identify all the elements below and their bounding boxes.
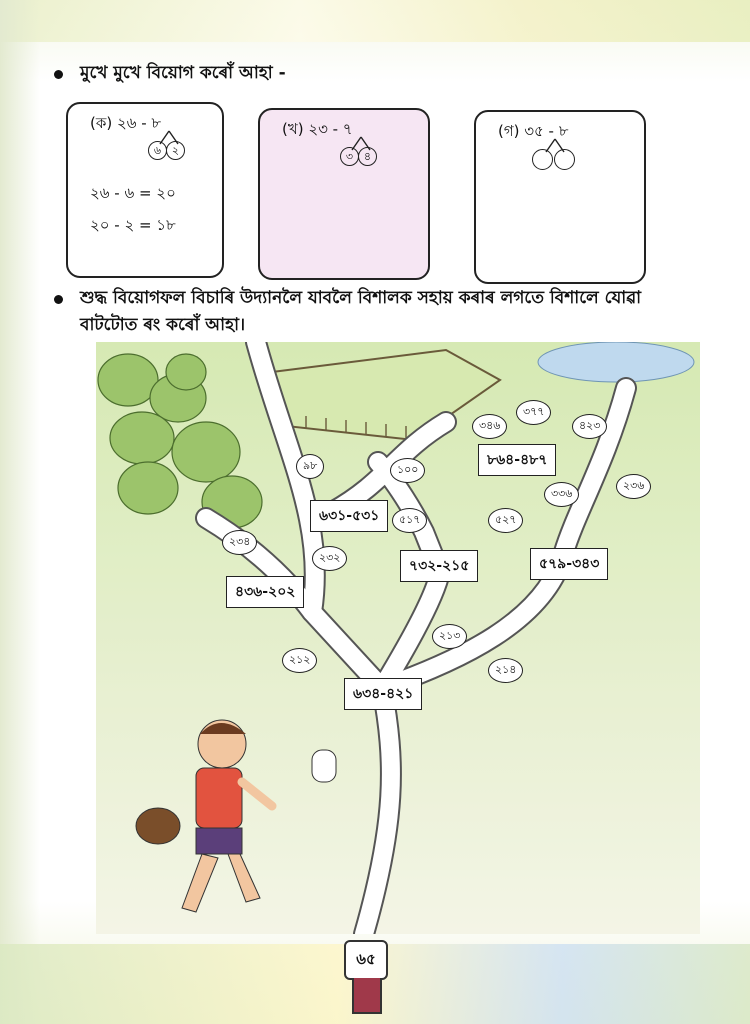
expression-tag-6[interactable]: ৬৩৪-৪২১	[344, 678, 422, 710]
expression-tag-1[interactable]: ৬৩১-৫৩১	[310, 500, 388, 532]
answer-oval-13[interactable]: ২১২	[282, 648, 317, 673]
page-left-tint	[0, 0, 40, 1024]
answer-oval-7[interactable]: ২৩৬	[616, 474, 651, 499]
box-a-split-right: ২	[166, 141, 185, 160]
exercise-box-a	[66, 102, 224, 278]
answer-oval-14[interactable]: ২১৪	[488, 658, 523, 683]
box-b-split-left: ৩	[340, 147, 359, 166]
expression-tag-5[interactable]: ৪৩৬-২০২	[226, 576, 304, 608]
answer-oval-6[interactable]: ৩৩৬	[544, 482, 579, 507]
box-a-split-left: ৬	[148, 141, 167, 160]
bullet-1	[54, 70, 63, 79]
expression-tag-2[interactable]: ৮৬৪-৪৮৭	[478, 444, 556, 476]
box-a-work-line-2: ২০ - ২ = ১৮	[90, 216, 176, 234]
box-c-split-right[interactable]	[554, 149, 575, 170]
instruction-2-line-2: বাটটোত ৰং কৰোঁ আহা।	[80, 315, 246, 335]
box-a-work-line-1: ২৬ - ৬ = ২০	[90, 184, 176, 202]
answer-oval-10[interactable]: ২৩৪	[222, 530, 257, 555]
answer-oval-9[interactable]: ৫২৭	[488, 508, 523, 533]
instruction-2-line-1: শুদ্ধ বিয়োগফল বিচাৰি উদ্যানলৈ যাবলৈ বিশালক সহায় কৰাৰ লগতে বিশালে যোৱা	[80, 288, 642, 308]
box-b-label: (খ) ২৩ - ৭	[282, 120, 353, 138]
answer-oval-3[interactable]: ৩৪৬	[472, 414, 507, 439]
box-b-split-right: ৪	[358, 147, 377, 166]
answer-oval-1[interactable]: ৯৮	[296, 454, 324, 479]
exercise-box-c[interactable]	[474, 110, 646, 284]
answer-oval-12[interactable]: ২১৩	[432, 624, 467, 649]
answer-oval-11[interactable]: ২৩২	[312, 546, 347, 571]
instruction-1: মুখে মুখে বিয়োগ কৰোঁ আহা -	[80, 63, 286, 83]
bullet-2	[54, 295, 63, 304]
answer-oval-5[interactable]: ৪২৩	[572, 414, 607, 439]
box-a-label: (ক) ২৬ - ৮	[90, 114, 162, 132]
box-c-split-left[interactable]	[532, 149, 553, 170]
answer-oval-8[interactable]: ৫১৭	[392, 508, 427, 533]
exercise-box-b[interactable]	[258, 108, 430, 280]
expression-tag-4[interactable]: ৫৭৯-৩৪৩	[530, 548, 608, 580]
answer-oval-4[interactable]: ৩৭৭	[516, 400, 551, 425]
expression-tag-3[interactable]: ৭৩২-২১৫	[400, 550, 478, 582]
page-number: ৬৫	[344, 940, 388, 980]
page-number-tab	[352, 978, 382, 1014]
answer-oval-2[interactable]: ১০০	[390, 458, 425, 483]
park-path-illustration	[96, 342, 700, 934]
scene-background	[96, 342, 700, 934]
box-c-label: (গ) ৩৫ - ৮	[498, 122, 569, 140]
page-top-tint	[0, 0, 750, 42]
